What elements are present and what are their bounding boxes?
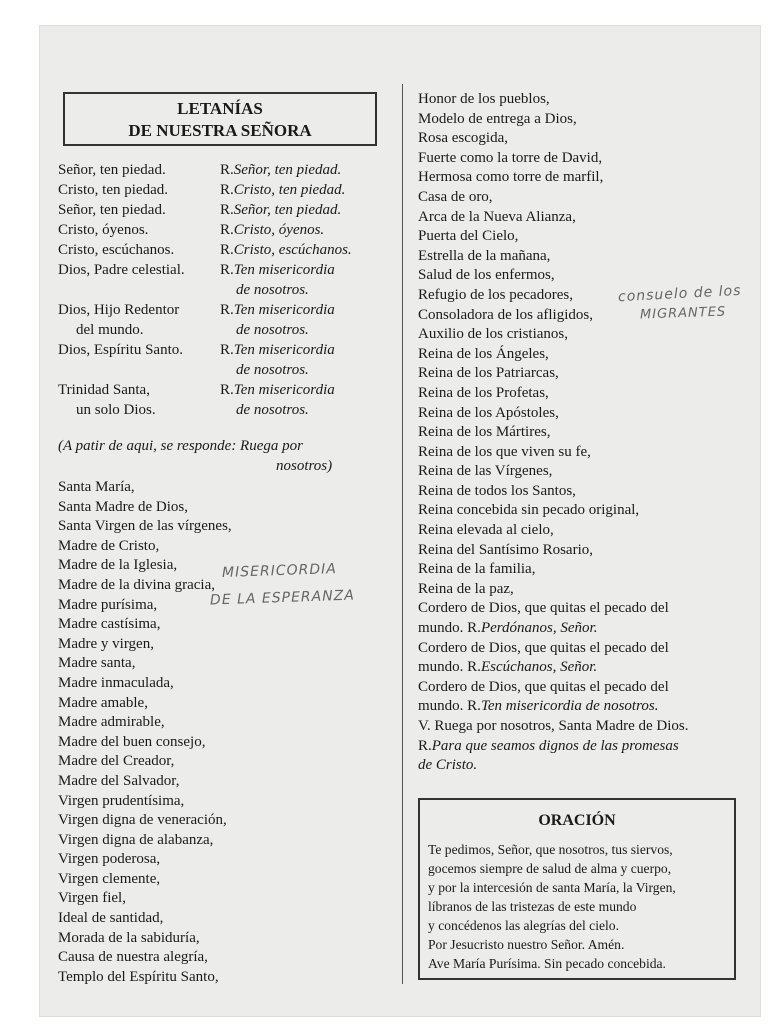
litany-line: Madre admirable,	[58, 714, 165, 731]
column-divider	[402, 84, 403, 984]
invocation-row	[58, 340, 398, 380]
invocation-response	[220, 180, 400, 200]
invocation-verse: Cristo, óyenos.	[58, 222, 149, 238]
response-prefix: R.	[220, 382, 234, 398]
litany-line: Reina del Santísimo Rosario,	[418, 541, 593, 558]
litany-line: Reina de la familia,	[418, 561, 536, 578]
litany-line: Madre de Cristo,	[58, 537, 160, 554]
litany-line: Madre de la Iglesia,	[58, 557, 178, 574]
response-prefix: R.	[220, 342, 234, 358]
invocation-response	[220, 300, 400, 340]
litany-line: Santa María,	[58, 479, 135, 495]
litany-line: Virgen fiel,	[58, 890, 126, 907]
response-prefix: R.	[220, 242, 234, 258]
response-text-2: de nosotros.	[236, 402, 309, 418]
handwritten-annotation-3: consuelo de los	[617, 282, 742, 306]
closing-versicle: V. Ruega por nosotros, Santa Madre de Dios.	[418, 718, 689, 734]
litany-line: Reina de los Apóstoles,	[418, 404, 559, 421]
oracion-line: Ave María Purísima. Sin pecado concebida.	[428, 956, 666, 971]
response-text: Ten misericordia	[233, 382, 335, 398]
invocation-verse: Dios, Espíritu Santo.	[58, 342, 184, 358]
oracion-line: y concédenos las alegrías del cielo.	[428, 918, 619, 933]
title-line-2: DE NUESTRA SEÑORA	[128, 121, 312, 140]
agnus-response-text: Escúchanos, Señor.	[480, 659, 598, 676]
litany-line: Reina de las Vírgenes,	[418, 463, 553, 480]
invocation-verse-2: del mundo.	[76, 322, 144, 338]
invocation-row	[58, 380, 398, 420]
title-line-1: LETANÍAS	[177, 99, 263, 118]
litany-line: Madre purísima,	[58, 596, 158, 613]
closing-response	[418, 737, 743, 757]
response-text: Ten misericordia	[233, 342, 335, 358]
response-text: Señor, ten piedad.	[233, 202, 342, 218]
agnus-response-text: Perdónanos, Señor.	[480, 620, 598, 637]
litany-line: Refugio de los pecadores,	[418, 286, 573, 303]
invocation-verse-2: un solo Dios.	[76, 402, 156, 418]
invocation-response	[220, 240, 400, 260]
litany-line: Morada de la sabiduría,	[58, 929, 200, 946]
litany-line: Santa Madre de Dios,	[58, 498, 188, 515]
closing-prefix: R.	[418, 737, 432, 754]
oracion-line: y por la intercesión de santa María, la Virgen,	[428, 880, 676, 895]
litany-line: Reina elevada al cielo,	[418, 522, 554, 539]
oracion-line: Por Jesucristo nuestro Señor. Amén.	[428, 937, 625, 952]
litany-line: Madre amable,	[58, 694, 148, 711]
invocation-row	[58, 260, 398, 300]
left-litany-list	[58, 478, 398, 987]
handwritten-annotation-4: MIGRANTES	[639, 304, 727, 323]
litany-line: Madre del Salvador,	[58, 772, 180, 789]
invocation-row	[58, 240, 398, 260]
litany-line: Reina concebida sin pecado original,	[418, 502, 640, 519]
litany-line: Madre y virgen,	[58, 635, 154, 652]
litany-line: Arca de la Nueva Alianza,	[418, 208, 576, 225]
litany-line: Causa de nuestra alegría,	[58, 949, 208, 966]
invocation-response	[220, 220, 400, 240]
litany-line: Madre inmaculada,	[58, 674, 174, 691]
response-text-2: de nosotros.	[236, 322, 309, 338]
litany-line: Madre castísima,	[58, 616, 161, 633]
invocation-verse: Trinidad Santa, un solo Dios.	[58, 380, 218, 420]
invocation-row	[58, 180, 398, 200]
invocation-row	[58, 300, 398, 340]
litany-line: Casa de oro,	[418, 188, 493, 205]
response-prefix: R.	[220, 302, 234, 318]
response-prefix: R.	[220, 182, 234, 198]
litany-line: Ideal de santidad,	[58, 910, 164, 927]
invocation-response	[220, 160, 400, 180]
litany-line: Fuerte como la torre de David,	[418, 149, 603, 166]
litany-line: Rosa escogida,	[418, 130, 508, 147]
response-prefix: R.	[220, 222, 234, 238]
invocation-row	[58, 160, 398, 180]
oracion-line: gocemos siempre de salud de alma y cuerpo,	[428, 861, 672, 876]
invocation-response	[220, 200, 400, 220]
litany-line: Reina de todos los Santos,	[418, 482, 576, 499]
oracion-box	[418, 798, 736, 980]
agnus-response	[418, 658, 743, 678]
handwritten-annotation-2: DE LA ESPERANZA	[209, 587, 356, 609]
response-prefix: R.	[220, 262, 234, 278]
response-text: Ten misericordia	[233, 302, 335, 318]
litany-line: Estrella de la mañana,	[418, 247, 551, 264]
litany-line: Templo del Espíritu Santo,	[58, 968, 219, 985]
agnus-response	[418, 697, 743, 717]
closing-response-text-2: de Cristo.	[418, 757, 478, 774]
litany-line: Madre santa,	[58, 655, 136, 672]
litany-line: Reina de los Ángeles,	[418, 345, 549, 362]
invocation-verse: Cristo, ten piedad.	[58, 182, 168, 198]
invocation-response	[220, 340, 400, 380]
oracion-text	[428, 840, 726, 973]
litany-line: Santa Virgen de las vírgenes,	[58, 518, 232, 535]
agnus-prefix: mundo. R.	[418, 698, 481, 715]
litany-line: Reina de los Patriarcas,	[418, 365, 559, 382]
invocation-row	[58, 220, 398, 240]
litany-line: Virgen clemente,	[58, 870, 161, 887]
closing-response-text: Para que seamos dignos de las promesas	[431, 737, 679, 754]
litany-line: Madre de la divina gracia,	[58, 576, 216, 593]
litany-line: Salud de los enfermos,	[418, 267, 555, 284]
invocation-verse: Cristo, escúchanos.	[58, 242, 175, 258]
agnus-prefix: mundo. R.	[418, 620, 481, 637]
litany-line: Virgen prudentísima,	[58, 792, 185, 809]
litany-line: Consoladora de los afligidos,	[418, 306, 593, 323]
agnus-line: Cordero de Dios, que quitas el pecado del	[418, 678, 669, 695]
litany-line: Auxilio de los cristianos,	[418, 326, 568, 343]
response-text: Señor, ten piedad.	[233, 162, 342, 178]
agnus-line: Cordero de Dios, que quitas el pecado del	[418, 639, 669, 656]
invocation-verse: Señor, ten piedad.	[58, 202, 166, 218]
litany-line: Modelo de entrega a Dios,	[418, 110, 577, 127]
oracion-line: líbranos de las tristezas de este mundo	[428, 899, 637, 914]
oracion-title: ORACIÓN	[538, 812, 616, 829]
litany-line: Virgen poderosa,	[58, 851, 161, 868]
agnus-prefix: mundo. R.	[418, 659, 481, 676]
litany-line: Reina de los Profetas,	[418, 384, 549, 401]
response-text-2: de nosotros.	[236, 362, 309, 378]
litany-line: Hermosa como torre de marfil,	[418, 169, 604, 186]
note-line-2: nosotros)	[276, 458, 333, 474]
litany-line: Honor de los pueblos,	[418, 91, 550, 107]
response-text: Cristo, óyenos.	[233, 222, 325, 238]
invocation-verse: Señor, ten piedad.	[58, 162, 166, 178]
litany-line: Virgen digna de veneración,	[58, 812, 227, 829]
agnus-line: Cordero de Dios, que quitas el pecado del	[418, 600, 669, 617]
response-prefix: R.	[220, 162, 234, 178]
oracion-line: Te pedimos, Señor, que nosotros, tus siervos,	[428, 842, 673, 857]
litany-line: Puerta del Cielo,	[418, 228, 519, 245]
note-line-1: (A patir de aqui, se responde: Ruega por	[58, 438, 303, 454]
litany-line: Reina de la paz,	[418, 580, 514, 597]
response-prefix: R.	[220, 202, 234, 218]
litany-line: Madre del Creador,	[58, 753, 175, 770]
response-text: Ten misericordia	[233, 262, 335, 278]
invocation-response	[220, 260, 400, 300]
invocation-verse: Dios, Padre celestial.	[58, 262, 185, 278]
invocation-verse: Dios, Hijo Redentor del mundo.	[58, 300, 218, 340]
handwritten-annotation-1: MISERICORDIA	[221, 561, 338, 581]
invocation-row	[58, 200, 398, 220]
response-text-2: de nosotros.	[236, 282, 309, 298]
litany-line: Reina de los Mártires,	[418, 424, 551, 441]
response-text: Cristo, ten piedad.	[233, 182, 346, 198]
litany-line: Reina de los que viven su fe,	[418, 443, 591, 460]
agnus-response	[418, 619, 743, 639]
response-text: Cristo, escúchanos.	[233, 242, 352, 258]
invocation-response	[220, 380, 400, 420]
title-box	[63, 92, 377, 146]
litany-line: Madre del buen consejo,	[58, 733, 206, 750]
response-note	[58, 436, 398, 476]
agnus-response-text: Ten misericordia de nosotros.	[480, 698, 659, 715]
litany-line: Virgen digna de alabanza,	[58, 831, 214, 848]
right-litany-list	[418, 90, 743, 776]
